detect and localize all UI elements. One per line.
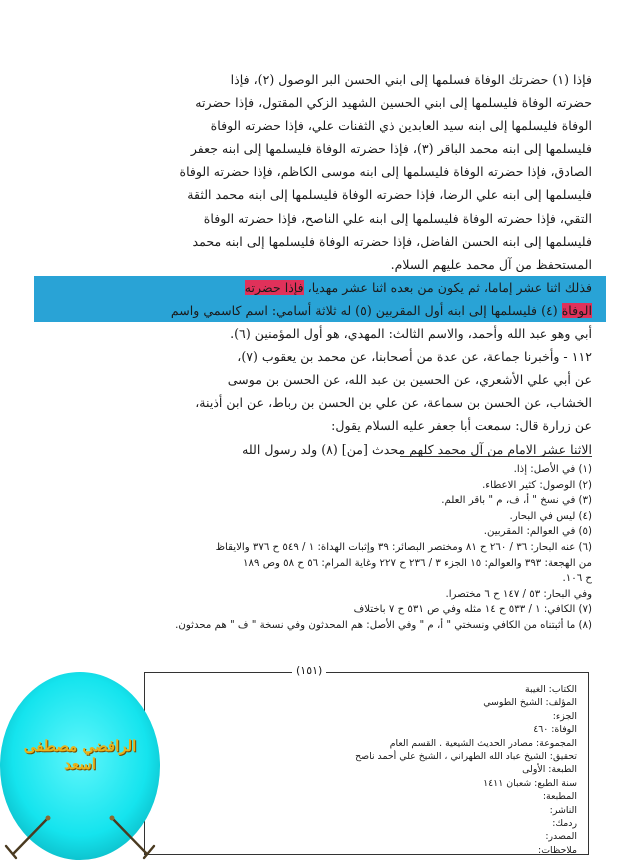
text-line: الاثنا عشر الامام من آل محمد كلهم محدث [من] (٨) ولد رسول الله <box>242 441 592 457</box>
highlight-text: فذلك اثنا عشر إماما، ثم يكون من بعده اثنا عشر مهديا، <box>303 279 592 295</box>
text-line: فليسلمها إلى ابنه علي الرضا، فإذا حضرته الوفاة فليسلمها إلى ابنه محمد الثقة <box>187 187 592 203</box>
meta-row: المجموعة: مصادر الحديث الشيعية . القسم العام <box>389 737 577 749</box>
footnote: وفي البحار: ٥٣ / ١٤٧ ح ٦ مختصرا. <box>445 588 592 600</box>
footnotes <box>36 462 592 634</box>
text-line: عن أبي علي الأشعري، عن الحسين بن عبد الله، عن الحسن بن موسى <box>227 372 592 388</box>
red-highlight-text: فإذا حضرته <box>244 279 304 295</box>
footnote: (٣) في نسخ " أ، ف، م " باقر العلم. <box>441 495 592 507</box>
meta-row: تحقيق: الشيخ عباد الله الطهراني ، الشيخ علي أحمد ناصح <box>355 750 577 762</box>
text-line: فإذا (١) حضرتك الوفاة فسلمها إلى ابني الحسن البر الوصول (٢)، فإذا <box>230 72 592 87</box>
text-line: فليسلمها إلى ابنه محمد الباقر (٣)، فإذا حضرته الوفاة فليسلمها إلى ابنه جعفر <box>190 141 592 157</box>
book-metadata <box>247 683 577 857</box>
meta-row: سنة الطبع: شعبان ١٤١١ <box>483 777 577 789</box>
footnote: (٧) الكافي: ١ / ٥٣٣ ح ١٤ مثله وفي ص ٥٣١ ح ٧ باختلاف <box>353 604 592 616</box>
meta-row: المصدر: <box>545 831 577 843</box>
meta-row: ملاحظات: <box>538 844 577 856</box>
footnote: (٢) الوصول: كثير الاعطاء. <box>482 479 592 491</box>
meta-row: ردمك: <box>552 817 577 829</box>
text-line: التقي، فإذا حضرته الوفاة فليسلمها إلى ابنه علي الناصح، فإذا حضرته الوفاة <box>203 210 592 226</box>
logo-text: الرافضي مصطفى اسعد <box>23 737 137 773</box>
meta-row: المؤلف: الشيخ الطوسي <box>483 697 577 709</box>
highlight-text: (٤) فليسلمها إلى ابنه أول المقربين (٥) له ثلاثة أسامي: اسم كاسمي واسم <box>170 302 562 318</box>
text-line: الخشاب، عن الحسن بن سماعة، عن علي بن الحسن بن رباط، عن ابن أذينة، <box>195 395 592 411</box>
main-text <box>44 68 592 461</box>
footnote: (٦) عنه البحار: ٣٦ / ٢٦٠ ح ٨١ ومختصر البصائر: ٣٩ وإثبات الهداة: ١ / ٥٤٩ ح ٣٧٦ والايقاظ <box>215 541 592 553</box>
meta-row: الناشر: <box>549 804 577 816</box>
page-number: (١٥١) <box>292 664 326 677</box>
highlighted-line <box>34 299 606 322</box>
text-line: حضرته الوفاة فليسلمها إلى ابني الحسين الشهيد الزكي المقتول، فإذا حضرته <box>195 95 592 111</box>
highlighted-line <box>34 276 606 299</box>
footnote-divider <box>400 456 592 457</box>
footnote: (٥) في العوالم: المقربين. <box>483 526 592 538</box>
footnote: (٨) ما أثبتناه من الكافي ونسختي " أ، م " وفي الأصل: هم المحدثون وفي نسخة " ف " هم محدثون. <box>175 619 592 631</box>
footnote: ح ١٠٦. <box>562 573 592 585</box>
meta-row: الجزء: <box>552 710 577 722</box>
text-line: الصادق، فإذا حضرته الوفاة فليسلمها إلى ابنه موسى الكاظم، فإذا حضرته الوفاة <box>179 164 592 180</box>
text-line: أبي وهو عبد الله وأحمد، والاسم الثالث: المهدي، هو أول المؤمنين (٦). <box>230 326 592 342</box>
meta-row: الطبعة: الأولى <box>522 764 577 776</box>
meta-row: المطبعة: <box>542 791 577 803</box>
text-line: المستحفظ من آل محمد عليهم السلام. <box>390 256 592 272</box>
footnote: (١) في الأصل: إذا. <box>513 464 592 475</box>
text-line: ١١٢ - وأخبرنا جماعة، عن عدة من أصحابنا، عن محمد بن يعقوب (٧)، <box>237 349 592 365</box>
text-line: عن زرارة قال: سمعت أبا جعفر عليه السلام يقول: <box>331 418 592 434</box>
footnote: (٤) ليس في البحار. <box>509 510 592 522</box>
footnote: من الهجعة: ٣٩٣ والعوالم: ١٥ الجزء ٣ / ٢٣٦ ح ٢٢٧ وغاية المرام: ٥٦ ح ٥٨ وص ١٨٩ <box>243 557 592 569</box>
text-line: الوفاة فليسلمها إلى ابنه سيد العابدين ذي الثفنات علي، فإذا حضرته الوفاة <box>210 118 592 134</box>
red-highlight-text: الوفاة <box>561 302 592 318</box>
meta-row: الوفاة: ٤٦٠ <box>533 724 577 736</box>
meta-row: الكتاب: الغيبة <box>525 684 577 695</box>
text-line: فليسلمها إلى ابنه الحسن الفاضل، فإذا حضرته الوفاة فليسلمها إلى ابنه محمد <box>192 233 592 249</box>
